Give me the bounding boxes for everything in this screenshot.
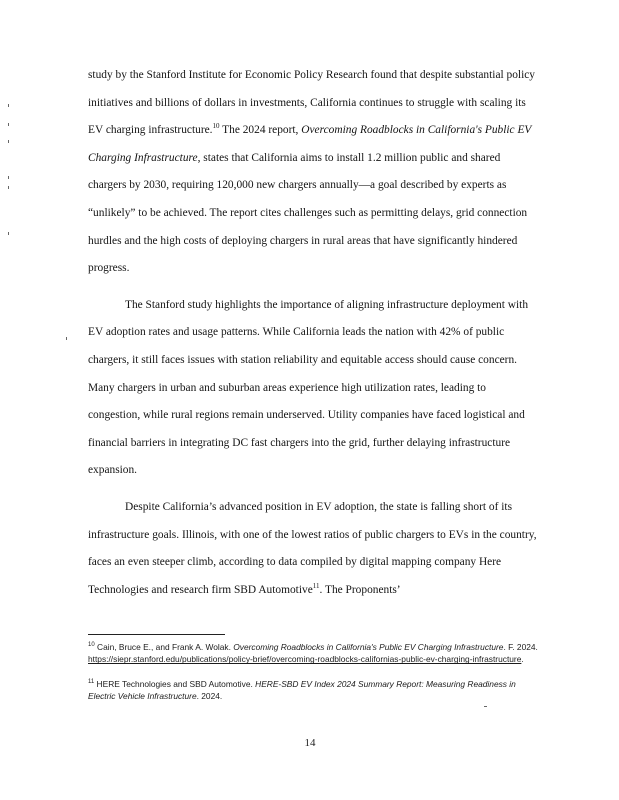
footnotes — [88, 641, 544, 703]
footnote-text: . 2024. — [196, 691, 223, 702]
footnote-number: 11 — [88, 679, 95, 686]
page-number: 14 — [304, 737, 316, 749]
footnote-number: 10 — [88, 642, 95, 649]
margin-mark — [8, 104, 9, 107]
footnote-title: Overcoming Roadblocks in California's Public EV Charging Infrastructure — [233, 642, 504, 652]
footnote-divider — [88, 634, 225, 635]
body-text — [88, 62, 538, 604]
paragraph-text: Despite California’s advanced position in EV adoption, the state is falling short of its infrastructure goals. Illinois, with one of the lowest ratios of public chargers to EVs in the country, faces an even steeper climb, according to data compiled by digital mapping company Here Technologies and research firm SBD Automotive — [88, 500, 537, 596]
margin-mark — [8, 176, 9, 179]
margin-mark — [8, 140, 9, 143]
footnote-ref-11[interactable]: 11 — [312, 581, 320, 590]
footnote-ref-10[interactable]: 10 — [212, 122, 220, 131]
margin-mark — [8, 232, 9, 235]
footnote-link[interactable]: https://siepr.stanford.edu/publications/policy-brief/overcoming-roadblocks-californias-public-ev-charging-infrastructure — [88, 654, 522, 665]
footnote-11 — [88, 678, 544, 703]
footnote-10 — [88, 641, 544, 666]
paragraph-3 — [88, 494, 538, 604]
report-title: Overcoming Roadblocks in California's Public EV Charging Infrastructure — [88, 124, 532, 164]
paragraph-text: study by the Stanford Institute for Economic Policy Research found that despite substantial policy initiatives and billions of dollars in investments, California continues to struggle with scaling its EV charging infrastructure. — [88, 69, 535, 137]
footnote-title: HERE-SBD EV Index 2024 Summary Report: Measuring Readiness in Electric Vehicle Infrastructure — [88, 678, 516, 702]
paragraph-2: The Stanford study highlights the importance of aligning infrastructure deployment with EV adoption rates and usage patterns. While California leads the nation with 42% of public chargers, it still faces issues with station reliability and equitable access should cause concern. Many chargers in urban and suburban areas experience high utilization rates, leading to congestion, while rural regions remain underserved. Utility companies have faced logistical and financial barriers in integrating DC fast chargers into the grid, further delaying infrastructure expansion. — [88, 298, 529, 477]
footnote-text: . — [521, 654, 524, 665]
corner-mark — [484, 706, 487, 707]
paragraph-text: The 2024 report, — [219, 124, 302, 137]
footnote-text: . F. 2024. — [503, 642, 538, 652]
paragraph-text: , states that California aims to install 1.2 million public and shared chargers by 2030, requiring 120,000 new chargers annually—a goal described by experts as “unlikely” to be achieved. The report cites challenges such as permitting delays, grid connection hurdles and the high costs of deploying chargers in rural areas that have significantly hindered progress. — [88, 151, 528, 275]
footnote-text: HERE Technologies and SBD Automotive. — [94, 678, 256, 689]
footnote-text: Cain, Bruce E., and Frank A. Wolak. — [94, 642, 234, 652]
paragraph-text: . The Proponents’ — [319, 583, 401, 596]
margin-mark — [8, 123, 9, 126]
margin-mark — [8, 186, 9, 189]
margin-mark — [66, 337, 67, 340]
paragraph-1 — [88, 62, 538, 283]
